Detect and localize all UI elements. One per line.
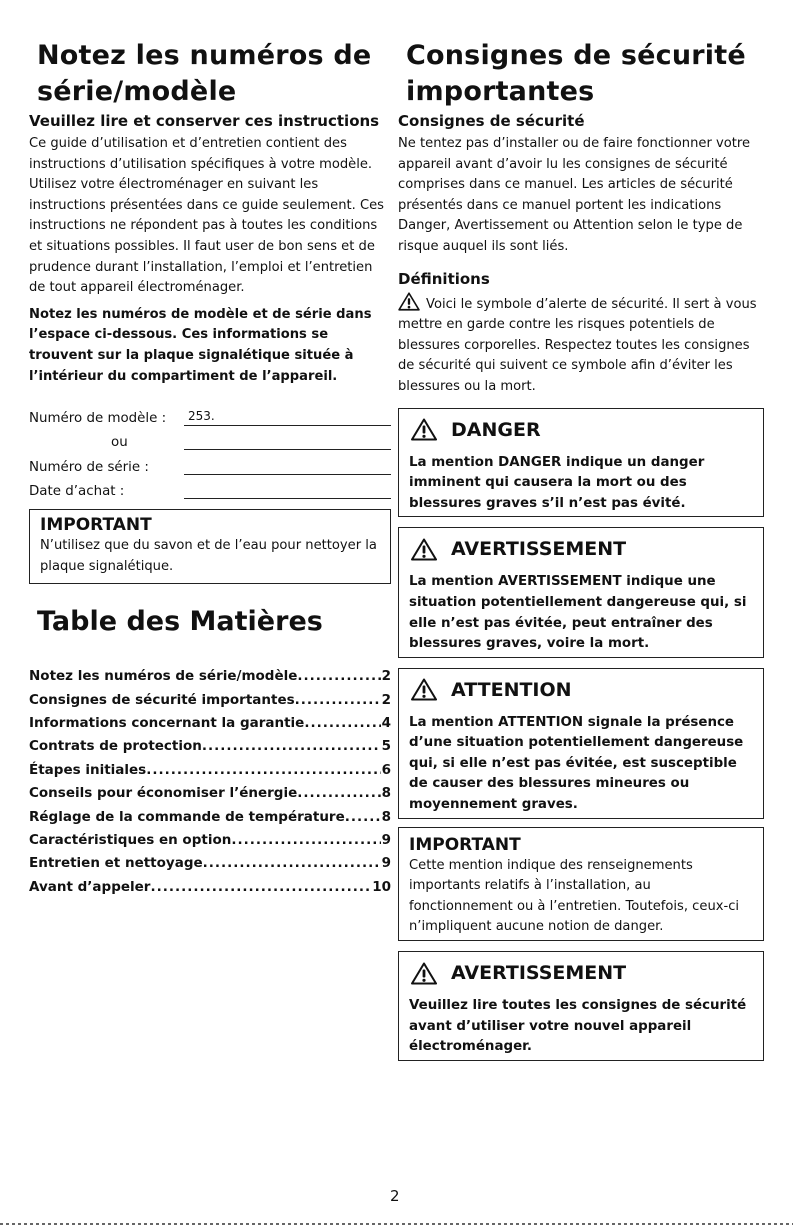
alt-number-field[interactable] (184, 431, 391, 450)
purchase-date-field[interactable] (184, 480, 391, 499)
definitions-text (398, 292, 764, 398)
page-number: 2 (390, 1187, 400, 1205)
model-number-row (29, 401, 391, 426)
caution-box (398, 668, 764, 819)
toc-item-page: 8 (381, 785, 391, 802)
toc-item-page: 8 (381, 808, 391, 825)
intro-paragraph: Ce guide d’utilisation et d’entretien contient des instructions d’utilisation spécifiques à votre modèle. Utilisez votre électroménager en suivant les instructions présentées dans ce guide seulement. Ces instructions ne répondent pas à toutes les conditions et situations possibles. Il faut user de bon sens et de prudence durant l’installation, l’emploi et l’entretien de tout appareil électroménager. (29, 136, 384, 296)
warning-triangle-icon (411, 538, 437, 561)
left-column (29, 38, 391, 899)
toc-leader (345, 806, 381, 829)
toc-item-page: 9 (381, 855, 391, 872)
record-note: Notez les numéros de modèle et de série dans l’espace ci-dessous. Ces informations se trouvent sur la plaque signalétique située à l’intérieur du compartiment de l’appareil. (29, 306, 372, 384)
purchase-date-row (29, 475, 391, 500)
toc-leader (304, 712, 380, 735)
toc-item-page: 9 (381, 832, 391, 849)
toc-item-page: 2 (381, 691, 391, 708)
toc-item-text: Conseils pour économiser l’énergie (29, 785, 298, 802)
definitions-body: Voici le symbole d’alerte de sécurité. Il sert à vous mettre en garde contre les risques potentiels de blessures corporelles. Respectez toutes les consignes de sécurité qui suivent ce symbole afin d’éviter les blessures ou la mort. (398, 296, 757, 394)
warning-triangle-icon (411, 418, 437, 441)
toc-item[interactable] (29, 829, 391, 852)
model-number-field[interactable]: 253. (184, 407, 391, 426)
toc-leader (202, 735, 381, 758)
final-warning-header (399, 952, 763, 990)
toc-title: Table des Matières (37, 606, 323, 638)
important-text-right: Cette mention indique des renseignements importants relatifs à l’installation, au fonctionnement ou à l’entretien. Toutefois, ceux-ci n’impliquent aucune notion de danger. (409, 857, 740, 935)
read-keep-subtitle: Veuillez lire et conserver ces instructions (29, 112, 380, 130)
warning-box (398, 527, 764, 657)
warning-box-header (399, 528, 763, 566)
toc-leader (231, 829, 380, 852)
toc-item-text: Réglage de la commande de température (29, 808, 345, 825)
safety-title: Consignes de sécurité importantes (406, 40, 746, 107)
toc-item-text: Informations concernant la garantie (29, 715, 305, 732)
or-row (29, 426, 391, 451)
toc-item[interactable] (29, 876, 391, 899)
important-text-left: N’utilisez que du savon et de l’eau pour nettoyer la plaque signalétique. (40, 538, 377, 574)
right-column (398, 38, 764, 1061)
toc-item-page: 2 (381, 668, 391, 685)
toc-leader (297, 665, 380, 688)
toc-list (29, 665, 391, 899)
toc-item-text: Contrats de protection (29, 738, 202, 755)
warning-triangle-icon (411, 962, 437, 985)
toc-item[interactable] (29, 735, 391, 758)
model-number-label: Numéro de modèle : (29, 410, 167, 426)
toc-item[interactable] (29, 712, 391, 735)
caution-box-text: La mention ATTENTION signale la présence d’une situation potentiellement dangereuse qui, si elle n’est pas évitée, est susceptible de causer des blessures mineures ou moyennement graves. (409, 714, 744, 813)
danger-box-title: DANGER (451, 418, 541, 441)
definitions-title: Définitions (398, 269, 490, 288)
toc-leader (295, 689, 381, 712)
toc-leader (150, 876, 371, 899)
warning-triangle-icon (398, 292, 420, 311)
toc-leader (146, 759, 380, 782)
important-box-left (29, 509, 391, 584)
or-label: ou (111, 435, 128, 451)
toc-leader (203, 852, 381, 875)
toc-item-text: Caractéristiques en option (29, 832, 232, 849)
toc-item[interactable] (29, 782, 391, 805)
serial-number-label: Numéro de série : (29, 459, 149, 475)
serial-number-row (29, 450, 391, 475)
final-warning-text: Veuillez lire toutes les consignes de sécurité avant d’utiliser votre nouvel appareil électroménager. (409, 998, 747, 1055)
toc-item[interactable] (29, 665, 391, 688)
final-warning-title: AVERTISSEMENT (451, 962, 627, 985)
purchase-date-label: Date d’achat : (29, 484, 125, 500)
danger-box (398, 408, 764, 518)
toc-item-text: Consignes de sécurité importantes (29, 691, 295, 708)
toc-item-text: Entretien et nettoyage (29, 855, 203, 872)
toc-item[interactable] (29, 689, 391, 712)
caution-box-header (399, 669, 763, 707)
toc-item-text: Étapes initiales (29, 761, 147, 778)
toc-item-page: 5 (381, 738, 391, 755)
toc-item[interactable] (29, 759, 391, 782)
caution-box-title: ATTENTION (451, 678, 572, 701)
safety-subtitle: Consignes de sécurité (398, 112, 585, 130)
toc-item-text: Avant d’appeler (29, 878, 151, 895)
record-form (29, 401, 391, 499)
safety-intro: Ne tentez pas d’installer ou de faire fonctionner votre appareil avant d’avoir lu les consignes de sécurité comprises dans ce manuel. Les articles de sécurité présentés dans ce manuel portent les indications Danger, Avertissement ou Attention selon le type de risque auquel ils sont liés. (398, 136, 751, 254)
toc-item[interactable] (29, 852, 391, 875)
important-title-right: IMPORTANT (409, 834, 521, 855)
toc-leader (297, 782, 380, 805)
toc-item-page: 10 (372, 878, 391, 895)
final-warning-box (398, 951, 764, 1061)
warning-box-text: La mention AVERTISSEMENT indique une situation potentiellement dangereuse qui, si elle n’est pas évitée, peut entraîner des blessures graves, voire la mort. (409, 574, 747, 652)
danger-box-text: La mention DANGER indique un danger imminent qui causera la mort ou des blessures graves s’il n’est pas évité. (409, 454, 705, 511)
warning-triangle-icon (411, 678, 437, 701)
record-numbers-title: Notez les numéros de série/modèle (37, 40, 372, 107)
toc-item[interactable] (29, 806, 391, 829)
warning-box-title: AVERTISSEMENT (451, 538, 627, 561)
danger-box-header (399, 409, 763, 447)
toc-item-page: 6 (381, 761, 391, 778)
important-title-left: IMPORTANT (40, 515, 152, 536)
serial-number-field[interactable] (184, 456, 391, 475)
toc-item-page: 4 (381, 715, 391, 732)
important-box-right (398, 827, 764, 941)
toc-item-text: Notez les numéros de série/modèle (29, 668, 298, 685)
